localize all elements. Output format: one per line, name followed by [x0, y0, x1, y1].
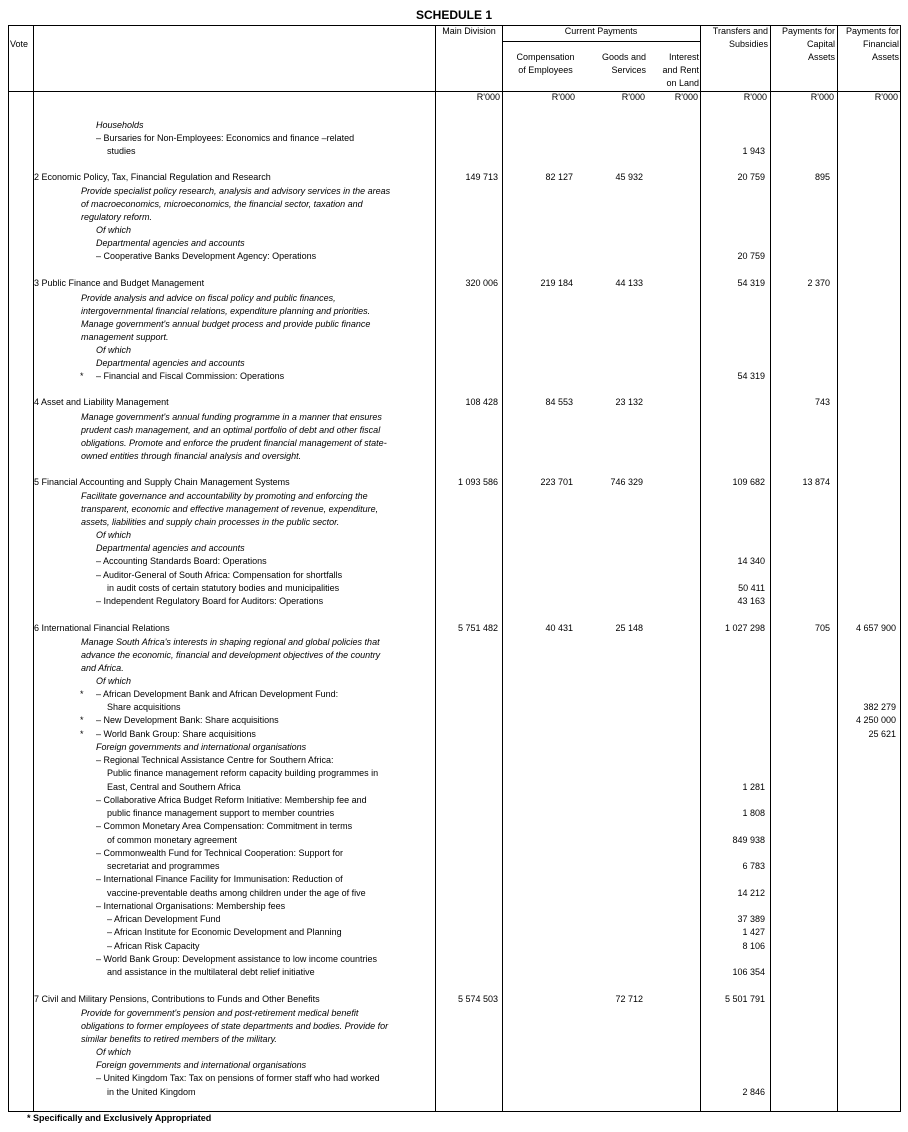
amount-transfers-subsidies: 2 846: [742, 1087, 765, 1097]
schedule-text-line: – Collaborative Africa Budget Reform Initiative: Membership fee and: [96, 795, 367, 805]
schedule-text-line: Of which: [96, 225, 132, 235]
amount-compensation: 40 431: [545, 623, 573, 633]
schedule-text-line: – Bursaries for Non-Employees: Economics and finance –related: [96, 133, 355, 143]
amount-transfers-subsidies: 54 319: [737, 278, 765, 288]
appropriation-marker: *: [80, 689, 84, 699]
schedule-text-line: – Common Monetary Area Compensation: Commitment in terms: [96, 821, 353, 831]
amount-goods-services: 23 132: [615, 397, 643, 407]
appropriation-marker: *: [80, 371, 84, 381]
schedule-text-line: – Financial and Fiscal Commission: Operations: [96, 371, 285, 381]
unit-label: R'000: [476, 92, 500, 102]
amount-transfers-subsidies: 1 808: [742, 808, 765, 818]
unit-label: R'000: [743, 92, 767, 102]
schedule-text-line: public finance management support to member countries: [107, 808, 335, 818]
schedule-text-line: – African Development Fund: [107, 914, 221, 924]
header-interest-rent: Interest and Rent on Land: [662, 52, 699, 88]
schedule-text-line: – World Bank Group: Development assistance to low income countries: [96, 954, 377, 964]
amount-goods-services: 45 932: [615, 172, 643, 182]
amount-main-division: 5 574 503: [457, 994, 498, 1004]
column-divider: [435, 25, 436, 1112]
schedule-text-line: – Commonwealth Fund for Technical Cooperation: Support for: [96, 848, 343, 858]
amount-transfers-subsidies: 54 319: [737, 371, 765, 381]
unit-label: R'000: [874, 92, 898, 102]
schedule-text-line: Share acquisitions: [107, 702, 181, 712]
appropriation-marker: *: [80, 729, 84, 739]
schedule-text-line: Manage government's annual budget process and provide public finance: [81, 319, 371, 329]
amount-compensation: 84 553: [545, 397, 573, 407]
amount-financial-assets: 382 279: [863, 702, 896, 712]
schedule-text-line: and Africa.: [81, 663, 124, 673]
schedule-text-line: Manage South Africa's interests in shaping regional and global policies that: [81, 637, 380, 647]
column-divider: [33, 25, 34, 1112]
schedule-text-line: 2 Economic Policy, Tax, Financial Regulation and Research: [34, 172, 271, 182]
appropriation-marker: *: [80, 715, 84, 725]
schedule-text-line: East, Central and Southern Africa: [107, 782, 241, 792]
amount-transfers-subsidies: 43 163: [737, 596, 765, 606]
header-financial-assets: Payments for Financial Assets: [845, 26, 899, 62]
schedule-text-line: management support.: [81, 332, 169, 342]
schedule-text-line: 6 International Financial Relations: [34, 623, 170, 633]
schedule-text-line: – Accounting Standards Board: Operations: [96, 556, 267, 566]
column-divider: [770, 25, 771, 1112]
amount-compensation: 219 184: [540, 278, 573, 288]
amount-transfers-subsidies: 8 106: [742, 941, 765, 951]
schedule-text-line: Households: [96, 120, 144, 130]
schedule-text-line: regulatory reform.: [81, 212, 153, 222]
schedule-text-line: 4 Asset and Liability Management: [34, 397, 169, 407]
schedule-text-line: of common monetary agreement: [107, 835, 238, 845]
amount-transfers-subsidies: 1 943: [742, 146, 765, 156]
page-title: SCHEDULE 1: [415, 8, 492, 22]
amount-main-division: 1 093 586: [457, 477, 498, 487]
header-goods-services: Goods and Services: [601, 52, 646, 75]
schedule-text-line: transparent, economic and effective management of revenue, expenditure,: [81, 504, 379, 514]
amount-goods-services: 25 148: [615, 623, 643, 633]
schedule-text-line: – International Finance Facility for Immunisation: Reduction of: [96, 874, 343, 884]
schedule-text-line: vaccine-preventable deaths among children under the age of five: [107, 888, 366, 898]
amount-transfers-subsidies: 1 427: [742, 927, 765, 937]
schedule-text-line: – Auditor-General of South Africa: Compensation for shortfalls: [96, 570, 343, 580]
schedule-text-line: – World Bank Group: Share acquisitions: [96, 729, 256, 739]
amount-goods-services: 72 712: [615, 994, 643, 1004]
schedule-text-line: Provide for government's pension and post-retirement medical benefit: [81, 1008, 359, 1018]
schedule-text-line: 5 Financial Accounting and Supply Chain Management Systems: [34, 477, 290, 487]
schedule-text-line: Of which: [96, 1047, 132, 1057]
amount-transfers-subsidies: 106 354: [732, 967, 765, 977]
amount-main-division: 108 428: [465, 397, 498, 407]
amount-transfers-subsidies: 109 682: [732, 477, 765, 487]
amount-capital-assets: 743: [814, 397, 830, 407]
amount-financial-assets: 4 657 900: [855, 623, 896, 633]
schedule-text-line: owned entities through financial analysis and oversight.: [81, 451, 302, 461]
unit-label: R'000: [621, 92, 645, 102]
amount-capital-assets: 2 370: [807, 278, 830, 288]
schedule-text-line: – New Development Bank: Share acquisitions: [96, 715, 279, 725]
schedule-text-line: – International Organisations: Membership fees: [96, 901, 286, 911]
unit-label: R'000: [674, 92, 698, 102]
amount-capital-assets: 895: [814, 172, 830, 182]
amount-main-division: 149 713: [465, 172, 498, 182]
schedule-text-line: Provide analysis and advice on fiscal policy and public finances,: [81, 293, 336, 303]
amount-transfers-subsidies: 5 501 791: [724, 994, 765, 1004]
amount-main-division: 5 751 482: [457, 623, 498, 633]
schedule-text-line: in audit costs of certain statutory bodies and municipalities: [107, 583, 340, 593]
schedule-text-line: Foreign governments and international organisations: [96, 742, 307, 752]
schedule-text-line: Foreign governments and international organisations: [96, 1060, 307, 1070]
schedule-text-line: in the United Kingdom: [107, 1087, 196, 1097]
schedule-text-line: prudent cash management, and an optimal portfolio of debt and other fiscal: [81, 425, 381, 435]
amount-compensation: 82 127: [545, 172, 573, 182]
schedule-text-line: Public finance management reform capacity building programmes in: [107, 768, 379, 778]
schedule-text-line: Facilitate governance and accountability by promoting and enforcing the: [81, 491, 368, 501]
schedule-text-line: Of which: [96, 676, 132, 686]
schedule-text-line: and assistance in the multilateral debt relief initiative: [107, 967, 315, 977]
schedule-text-line: advance the economic, financial and development objectives of the country: [81, 650, 381, 660]
schedule-text-line: – United Kingdom Tax: Tax on pensions of former staff who had worked: [96, 1073, 380, 1083]
amount-transfers-subsidies: 37 389: [737, 914, 765, 924]
header-current-payments: Current Payments: [564, 26, 638, 36]
amount-goods-services: 44 133: [615, 278, 643, 288]
schedule-text-line: – African Institute for Economic Development and Planning: [107, 927, 342, 937]
unit-label: R'000: [551, 92, 575, 102]
footnote: * Specifically and Exclusively Appropriated: [27, 1113, 212, 1123]
schedule-text-line: secretariat and programmes: [107, 861, 220, 871]
amount-transfers-subsidies: 849 938: [732, 835, 765, 845]
header-divider: [502, 41, 700, 42]
unit-label: R'000: [810, 92, 834, 102]
schedule-text-line: – Independent Regulatory Board for Auditors: Operations: [96, 596, 324, 606]
amount-financial-assets: 4 250 000: [855, 715, 896, 725]
amount-capital-assets: 13 874: [802, 477, 830, 487]
header-vote: Vote: [10, 39, 29, 49]
schedule-text-line: Of which: [96, 530, 132, 540]
amount-transfers-subsidies: 20 759: [737, 251, 765, 261]
schedule-text-line: – African Development Bank and African Development Fund:: [96, 689, 339, 699]
schedule-text-line: Of which: [96, 345, 132, 355]
amount-transfers-subsidies: 14 340: [737, 556, 765, 566]
schedule-text-line: – African Risk Capacity: [107, 941, 200, 951]
schedule-text-line: of macroeconomics, microeconomics, the financial sector, taxation and: [81, 199, 363, 209]
amount-capital-assets: 705: [814, 623, 830, 633]
schedule-text-line: – Regional Technical Assistance Centre for Southern Africa:: [96, 755, 334, 765]
schedule-text-line: intergovernmental financial relations, expenditure planning and priorities.: [81, 306, 371, 316]
amount-transfers-subsidies: 1 027 298: [724, 623, 765, 633]
schedule-text-line: 7 Civil and Military Pensions, Contributions to Funds and Other Benefits: [34, 994, 320, 1004]
amount-compensation: 223 701: [540, 477, 573, 487]
schedule-text-line: Departmental agencies and accounts: [96, 543, 245, 553]
header-transfers-subsidies: Transfers and Subsidies: [712, 26, 768, 49]
schedule-text-line: obligations to former employees of state departments and bodies. Provide for: [81, 1021, 389, 1031]
amount-transfers-subsidies: 6 783: [742, 861, 765, 871]
header-capital-assets: Payments for Capital Assets: [781, 26, 835, 62]
amount-main-division: 320 006: [465, 278, 498, 288]
schedule-text-line: Departmental agencies and accounts: [96, 358, 245, 368]
amount-transfers-subsidies: 1 281: [742, 782, 765, 792]
column-divider: [502, 25, 503, 1112]
schedule-text-line: 3 Public Finance and Budget Management: [34, 278, 205, 288]
schedule-text-line: obligations. Promote and enforce the prudent financial management of state-: [81, 438, 387, 448]
schedule-text-line: Provide specialist policy research, analysis and advisory services in the areas: [81, 186, 391, 196]
amount-transfers-subsidies: 50 411: [738, 583, 765, 593]
amount-transfers-subsidies: 14 212: [737, 888, 765, 898]
schedule-text-line: Manage government's annual funding programme in a manner that ensures: [81, 412, 382, 422]
schedule-text-line: – Cooperative Banks Development Agency: Operations: [96, 251, 317, 261]
schedule-text-line: studies: [107, 146, 136, 156]
schedule-text-line: assets, liabilities and supply chain processes in the public sector.: [81, 517, 340, 527]
header-main-division: Main Division: [442, 26, 496, 36]
amount-transfers-subsidies: 20 759: [737, 172, 765, 182]
header-compensation: Compensation of Employees: [516, 52, 575, 75]
schedule-text-line: similar benefits to retired members of the military.: [81, 1034, 277, 1044]
schedule-text-line: Departmental agencies and accounts: [96, 238, 245, 248]
column-divider: [837, 25, 838, 1112]
amount-financial-assets: 25 621: [868, 729, 896, 739]
amount-goods-services: 746 329: [610, 477, 643, 487]
